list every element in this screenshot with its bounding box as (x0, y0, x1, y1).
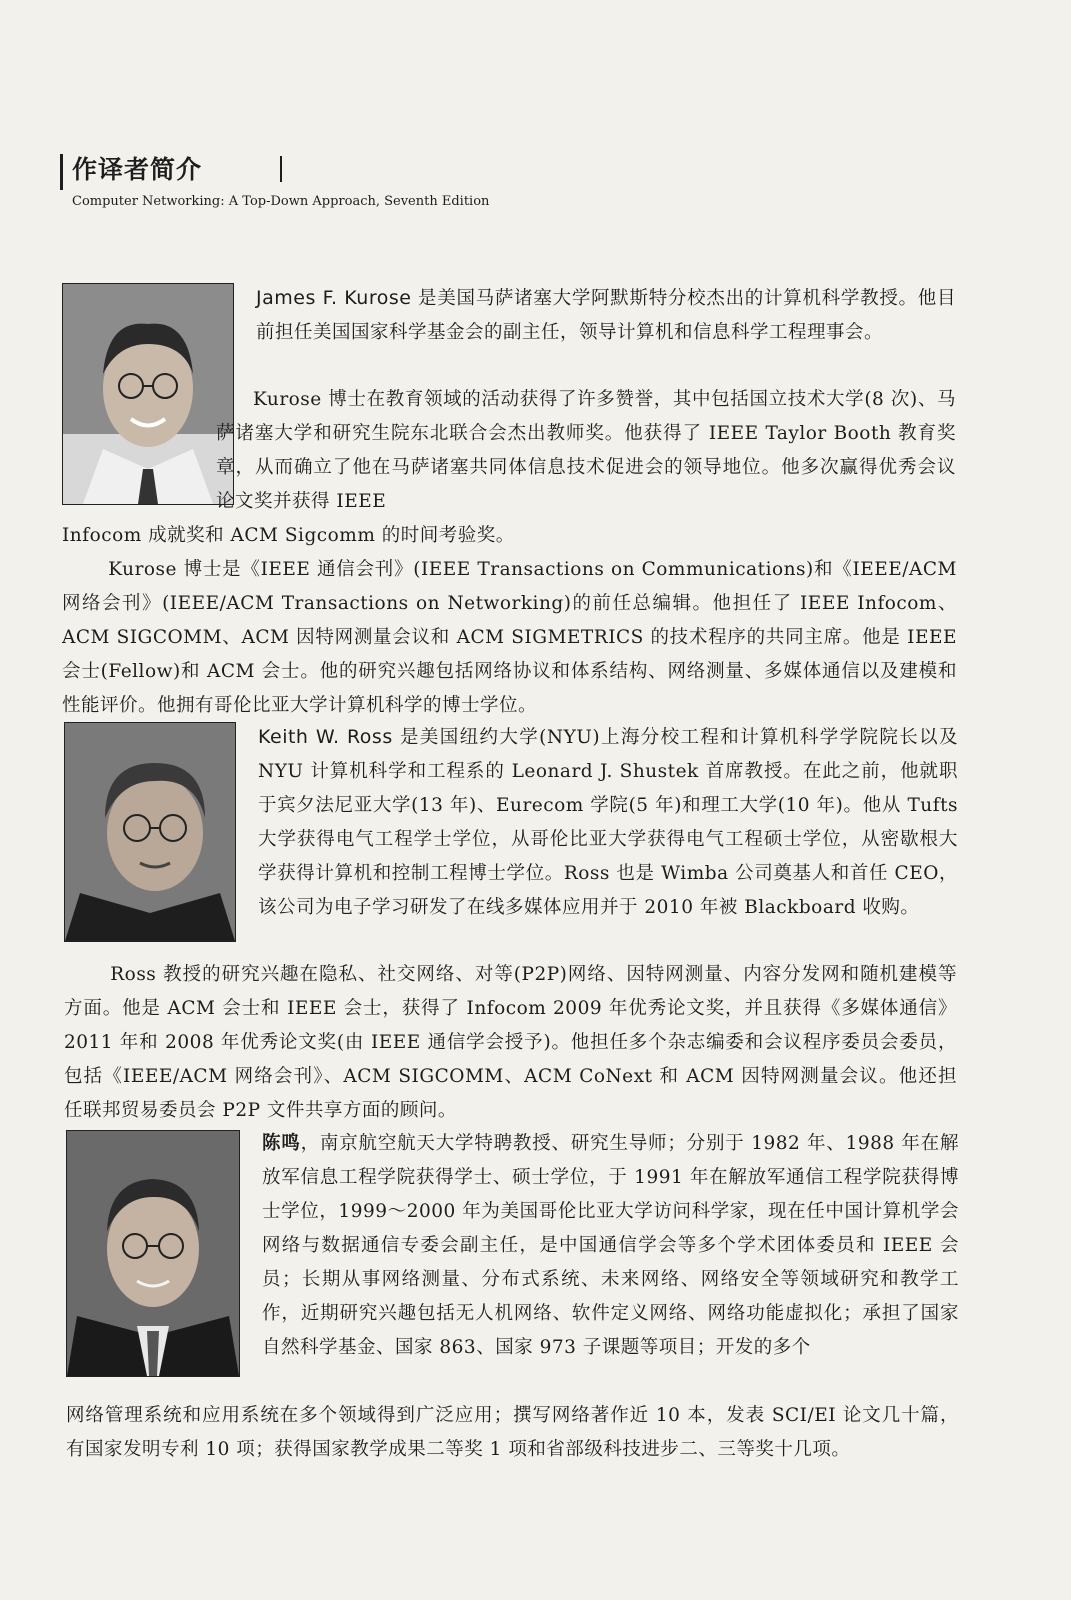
kurose-paragraph-3: Kurose 博士是《IEEE 通信会刊》(IEEE Transactions on Communications)和《IEEE/ACM 网络会刊》(IEEE/ACM Transactions on Networking)的前任总编辑。他担任了 IEEE Infocom、ACM SIGCOMM、ACM 因特网测量会议和 ACM SIGMETRICS 的技术程序的共同主席。他是 IEEE 会士(Fellow)和 ACM 会士。他的研究兴趣包括网络协议和体系结构、网络测量、多媒体通信以及建模和性能评价。他拥有哥伦比亚大学计算机科学的博士学位。 (62, 559, 957, 716)
portrait-kurose-image (63, 284, 233, 504)
kurose-photo (62, 283, 234, 505)
portrait-chen-image (67, 1131, 239, 1376)
ross-paragraph-1: Keith W. Ross 是美国纽约大学(NYU)上海分校工程和计算机科学学院院长以及 NYU 计算机科学和工程系的 Leonard J. Shustek 首席教授。在此之前，他就职于宾夕法尼亚大学(13 年)、Eurecom 学院(5 年)和理工大学(10 年)。他从 Tufts 大学获得电气工程学士学位，从哥伦比亚大学获得电气工程硕士学位，从密歇根大学获得计算机和控制工程博士学位。Ross 也是 Wimba 公司奠基人和首任 CEO，该公司为电子学习研发了在线多媒体应用并于 2010 年被 Blackboard 收购。 (258, 726, 959, 918)
ross-photo (64, 722, 236, 942)
header-bar (60, 154, 63, 190)
kurose-paragraph-2: Kurose 博士在教育领域的活动获得了许多赞誉，其中包括国立技术大学(8 次)、马萨诸塞大学和研究生院东北联合会杰出教师奖。他获得了 IEEE Taylor Booth 教育奖章，从而确立了他在马萨诸塞共同体信息技术促进会的领导地位。他多次赢得优秀会议论文奖并获得 IEEE (216, 389, 956, 512)
chen-name: 陈鸣 (262, 1133, 301, 1154)
chen-photo (66, 1130, 240, 1377)
book-subtitle: Computer Networking: A Top-Down Approach, Seventh Edition (72, 194, 490, 209)
kurose-name: James F. Kurose (256, 287, 412, 309)
kurose-paragraph-2-tail: Infocom 成就奖和 ACM Sigcomm 的时间考验奖。 (62, 525, 515, 546)
page-title: 作译者简介 (72, 155, 203, 184)
ross-name: Keith W. Ross (258, 726, 393, 748)
ross-paragraph-2: Ross 教授的研究兴趣在隐私、社交网络、对等(P2P)网络、因特网测量、内容分发网和随机建模等方面。他是 ACM 会士和 IEEE 会士，获得了 Infocom 2009 年优秀论文奖，并且获得《多媒体通信》2011 年和 2008 年优秀论文奖(由 IEEE 通信学会授予)。他担任多个杂志编委和会议程序委员会委员，包括《IEEE/ACM 网络会刊》、ACM SIGCOMM、ACM CoNext 和 ACM 因特网测量会议。他还担任联邦贸易委员会 P2P 文件共享方面的顾问。 (64, 964, 957, 1121)
chen-paragraph-1-tail: 网络管理系统和应用系统在多个领域得到广泛应用；撰写网络著作近 10 本，发表 SCI/EI 论文几十篇，有国家发明专利 10 项；获得国家教学成果二等奖 1 项和省部级科技进步二、三等奖十几项。 (66, 1405, 959, 1460)
kurose-paragraph-1: James F. Kurose 是美国马萨诸塞大学阿默斯特分校杰出的计算机科学教授。他目前担任美国国家科学基金会的副主任，领导计算机和信息科学工程理事会。 (256, 287, 956, 343)
header-divider (280, 156, 282, 182)
portrait-ross-image (65, 723, 235, 941)
chen-paragraph-1: 陈鸣，南京航空航天大学特聘教授、研究生导师；分别于 1982 年、1988 年在解放军信息工程学院获得学士、硕士学位，于 1991 年在解放军通信工程学院获得博士学位，1999～2000 年为美国哥伦比亚大学访问科学家，现在任中国计算机学会网络与数据通信专委会副主任，是中国通信学会等多个学术团体委员和 IEEE 会员；长期从事网络测量、分布式系统、未来网络、网络安全等领域研究和教学工作，近期研究兴趣包括无人机网络、软件定义网络、网络功能虚拟化；承担了国家自然科学基金、国家 863、国家 973 子课题等项目；开发的多个 (262, 1133, 959, 1358)
